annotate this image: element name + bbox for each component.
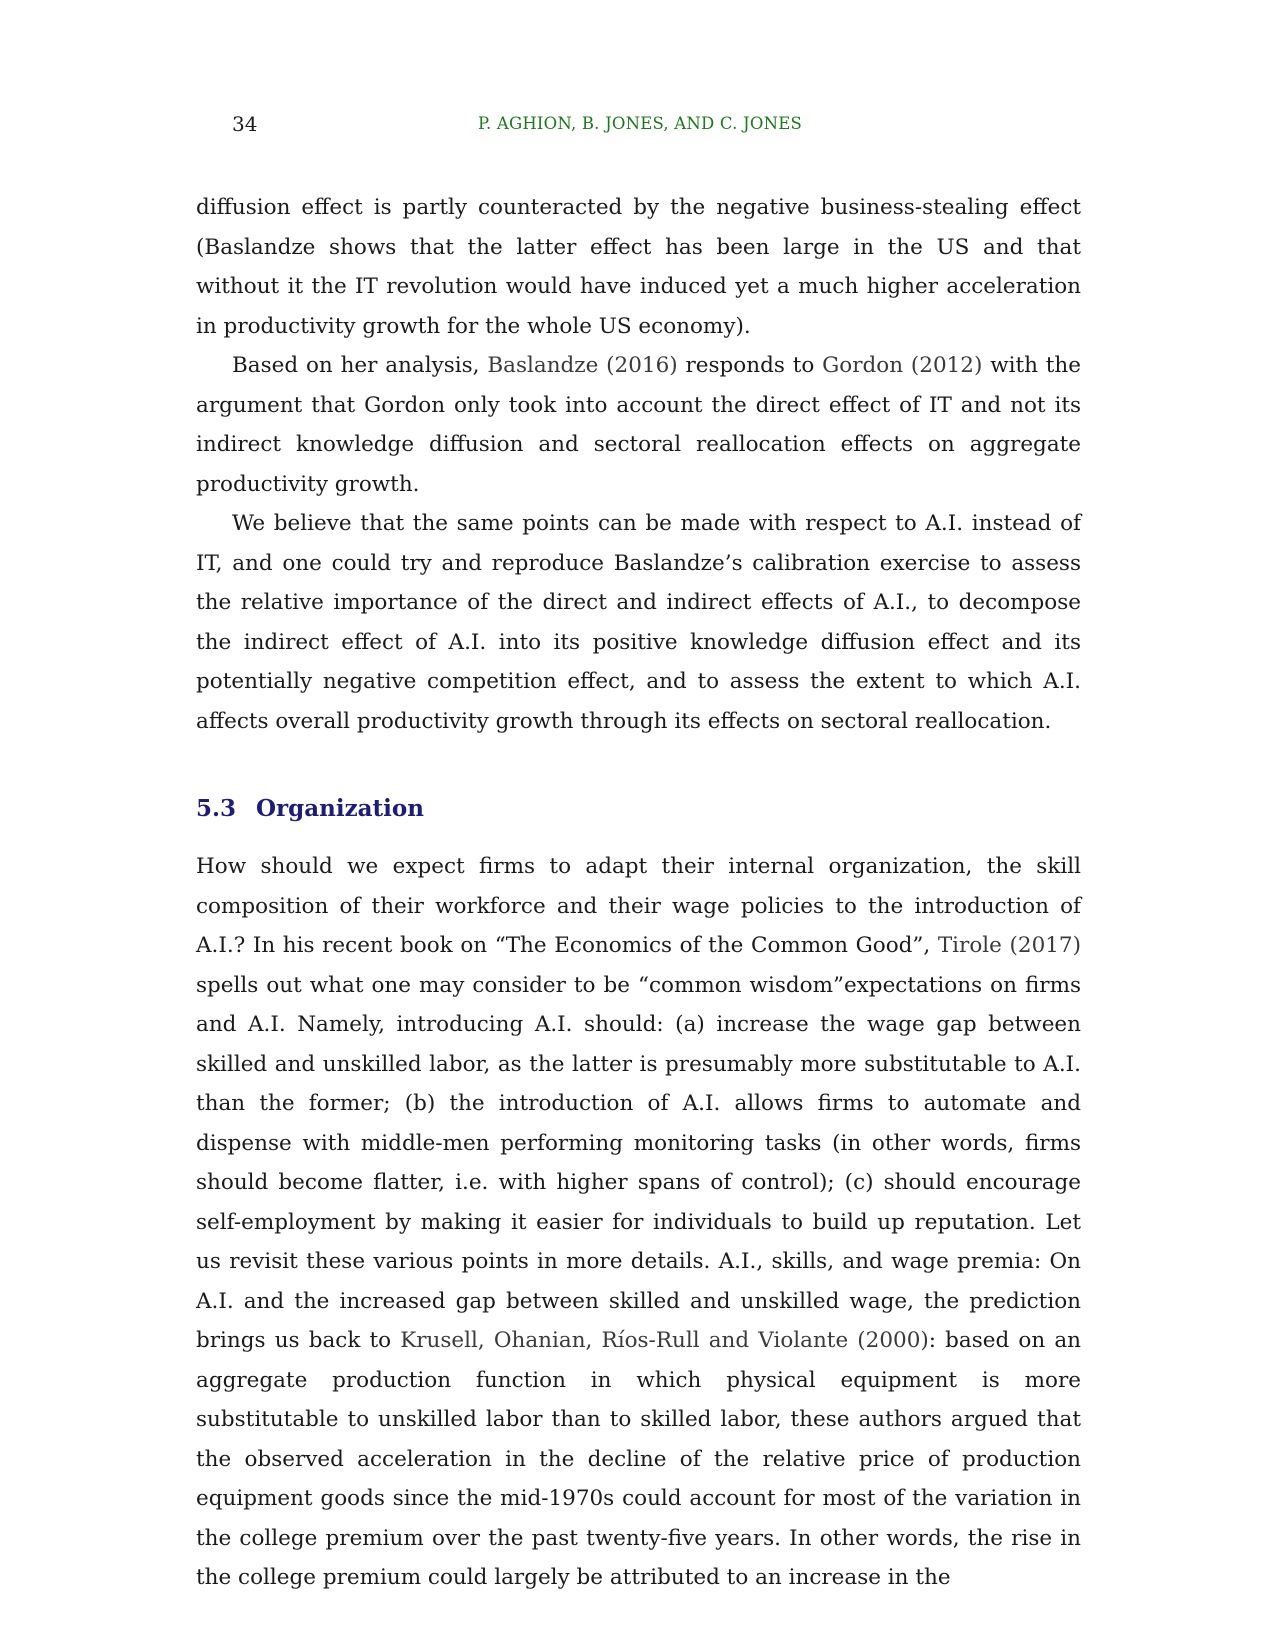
citation-link[interactable]: Baslandze (2016) (487, 353, 678, 378)
citation-link[interactable]: Krusell, Ohanian, Ríos-Rull and Violante (2000) (400, 1328, 929, 1353)
section-heading (196, 789, 1081, 829)
paragraph-text: Based on her analysis, (232, 353, 488, 378)
paragraph-organization (196, 847, 1081, 1598)
paragraph-text: responds to (677, 353, 823, 378)
paragraph-baslandze-analysis (196, 346, 1081, 504)
citation-link[interactable]: Gordon (2012) (822, 353, 983, 378)
header-authors: P. AGHION, B. JONES, AND C. JONES (478, 114, 802, 133)
paragraph-diffusion-effect: diffusion effect is partly counteracted by the negative business-stealing effect (Baslandze shows that the latter effect has been large in the US and that without it the IT revolution would have induced yet a much higher acceleration in productivity growth for the whole US economy). (196, 195, 1081, 339)
paragraph-ai-instead-of-it: We believe that the same points can be made with respect to A.I. instead of IT, and one could try and reproduce Baslandze’s calibration exercise to assess the relative importance of the direct and indirect effects of A.I., to decompose the indirect effect of A.I. into its positive knowledge diffusion effect and its potentially negative competition effect, and to assess the extent to which A.I. affects overall productivity growth through its effects on sectoral reallocation. (196, 511, 1081, 734)
paragraph-text: : based on an aggregate production function in which physical equipment is more substitutable to unskilled labor than to skilled labor, these authors argued that the observed acceleration in the decline of the relative price of production equipment goods since the mid-1970s could account for most of the variation in the college premium over the past twenty-five years. In other words, the rise in the college premium could largely be attributed to an increase in the (196, 1328, 1081, 1590)
body-text (196, 188, 1081, 1598)
running-header (196, 112, 1084, 142)
paragraph-text: How should we expect firms to adapt their internal organization, the skill composition of their workforce and their wage policies to the introduction of A.I.? In his recent book on “The Economics of the Common Good”, (196, 854, 1081, 958)
paragraph-text: spells out what one may consider to be “common wisdom”expectations on firms and A.I. Namely, introducing A.I. should: (a) increase the wage gap between skilled and unskilled labor, as the latter is presumably more substitutable to A.I. than the former; (b) the introduction of A.I. allows firms to automate and dispense with middle-men performing monitoring tasks (in other words, firms should become flatter, i.e. with higher spans of control); (c) should encourage self-employment by making it easier for individuals to build up reputation. Let us revisit these various points in more details. A.I., skills, and wage premia: On A.I. and the increased gap between skilled and unskilled wage, the prediction brings us back to (196, 972, 1081, 1353)
paragraph-text: with the argument that Gordon only took into account the direct effect of IT and not its indirect knowledge diffusion and sectoral reallocation effects on aggregate productivity growth. (196, 353, 1081, 497)
citation-link[interactable]: Tirole (2017) (937, 933, 1081, 958)
page-number: 34 (232, 112, 258, 136)
section-title: Organization (256, 795, 424, 822)
section-number: 5.3 (196, 795, 237, 822)
